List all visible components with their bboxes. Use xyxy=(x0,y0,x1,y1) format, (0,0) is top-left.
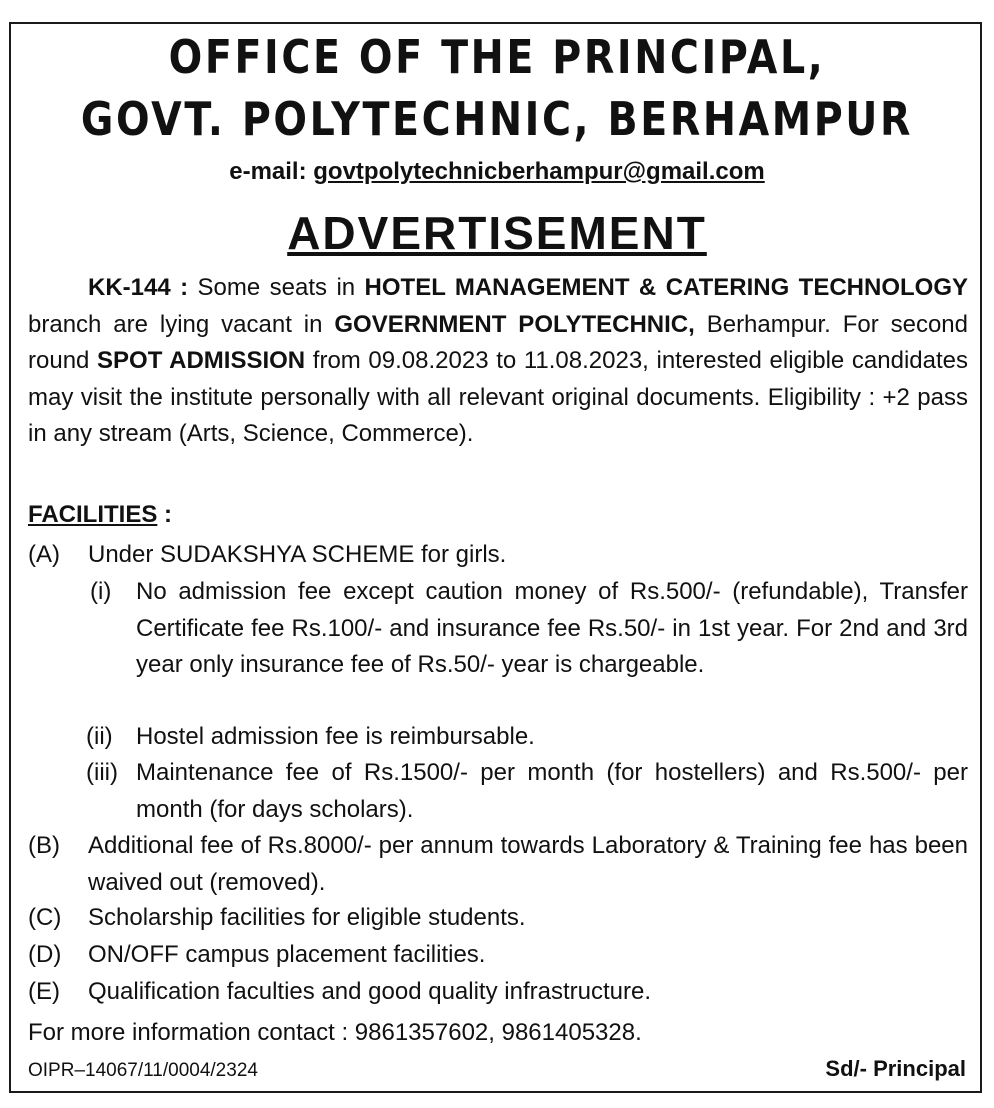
institute-name: GOVERNMENT POLYTECHNIC, xyxy=(334,310,695,338)
intro-text-3: Berhampur. For second round xyxy=(28,310,968,374)
subitem-i-marker: (i) xyxy=(90,578,112,605)
signature: Sd/- Principal xyxy=(825,1056,966,1081)
subitem-iii-marker: (iii) xyxy=(86,759,118,786)
email-address: govtpolytechnicberhampur@gmail.com xyxy=(313,158,765,185)
intro-paragraph xyxy=(28,270,968,453)
item-b-marker: (B) xyxy=(28,832,60,859)
contact-line: For more information contact : 9861357602, 9861405328. xyxy=(28,1019,642,1046)
item-d-marker: (D) xyxy=(28,941,62,968)
item-b-text: Additional fee of Rs.8000/- per annum towards Laboratory & Training fee has been waived out (removed). xyxy=(88,832,968,896)
ref-number: KK-144 : xyxy=(88,274,189,301)
item-a-text: Under SUDAKSHYA SCHEME for girls. xyxy=(88,541,507,568)
facilities-colon: : xyxy=(157,501,173,528)
subitem-iii-text: Maintenance fee of Rs.1500/- per month (for hostellers) and Rs.500/- per month (for days scholars). xyxy=(136,759,968,823)
item-c-marker: (C) xyxy=(28,904,62,931)
branch-name: HOTEL MANAGEMENT & CATERING TECHNOLOGY xyxy=(364,274,968,301)
subitem-ii-text: Hostel admission fee is reimbursable. xyxy=(136,723,535,750)
advertisement-title: ADVERTISEMENT xyxy=(287,207,707,259)
item-e-text: Qualification faculties and good quality infrastructure. xyxy=(88,978,651,1005)
facilities-label: FACILITIES xyxy=(28,501,158,528)
item-e-marker: (E) xyxy=(28,978,60,1005)
header-line-1: OFFICE OF THE PRINCIPAL, xyxy=(168,30,826,84)
item-a-marker: (A) xyxy=(28,541,60,568)
item-d-text: ON/OFF campus placement facilities. xyxy=(88,941,486,968)
intro-text-1: Some seats in xyxy=(188,274,365,301)
item-c-text: Scholarship facilities for eligible students. xyxy=(88,904,526,931)
email-label: e-mail: xyxy=(229,158,307,185)
email-line xyxy=(0,158,994,186)
intro-text-4: from 09.08.2023 to 11.08.2023, interested eligible candidates may visit the institute personally with all relevant original documents. Eligibility : +2 pass in any stream (Arts, Science, Commerce). xyxy=(28,347,968,447)
intro-text-2: branch are lying vacant in xyxy=(28,310,335,338)
subitem-ii-marker: (ii) xyxy=(86,723,113,750)
header-line-2: GOVT. POLYTECHNIC, BERHAMPUR xyxy=(80,92,914,146)
subitem-i-text: No admission fee except caution money of Rs.500/- (refundable), Transfer Certificate fee Rs.100/- and insurance fee Rs.50/- in 1st year. For 2nd and 3rd year only insurance fee of Rs.50/- year is chargeable. xyxy=(136,578,968,678)
facilities-heading xyxy=(28,500,172,530)
spot-admission: SPOT ADMISSION xyxy=(97,347,306,374)
oipr-reference: OIPR–14067/11/0004/2324 xyxy=(28,1060,258,1081)
